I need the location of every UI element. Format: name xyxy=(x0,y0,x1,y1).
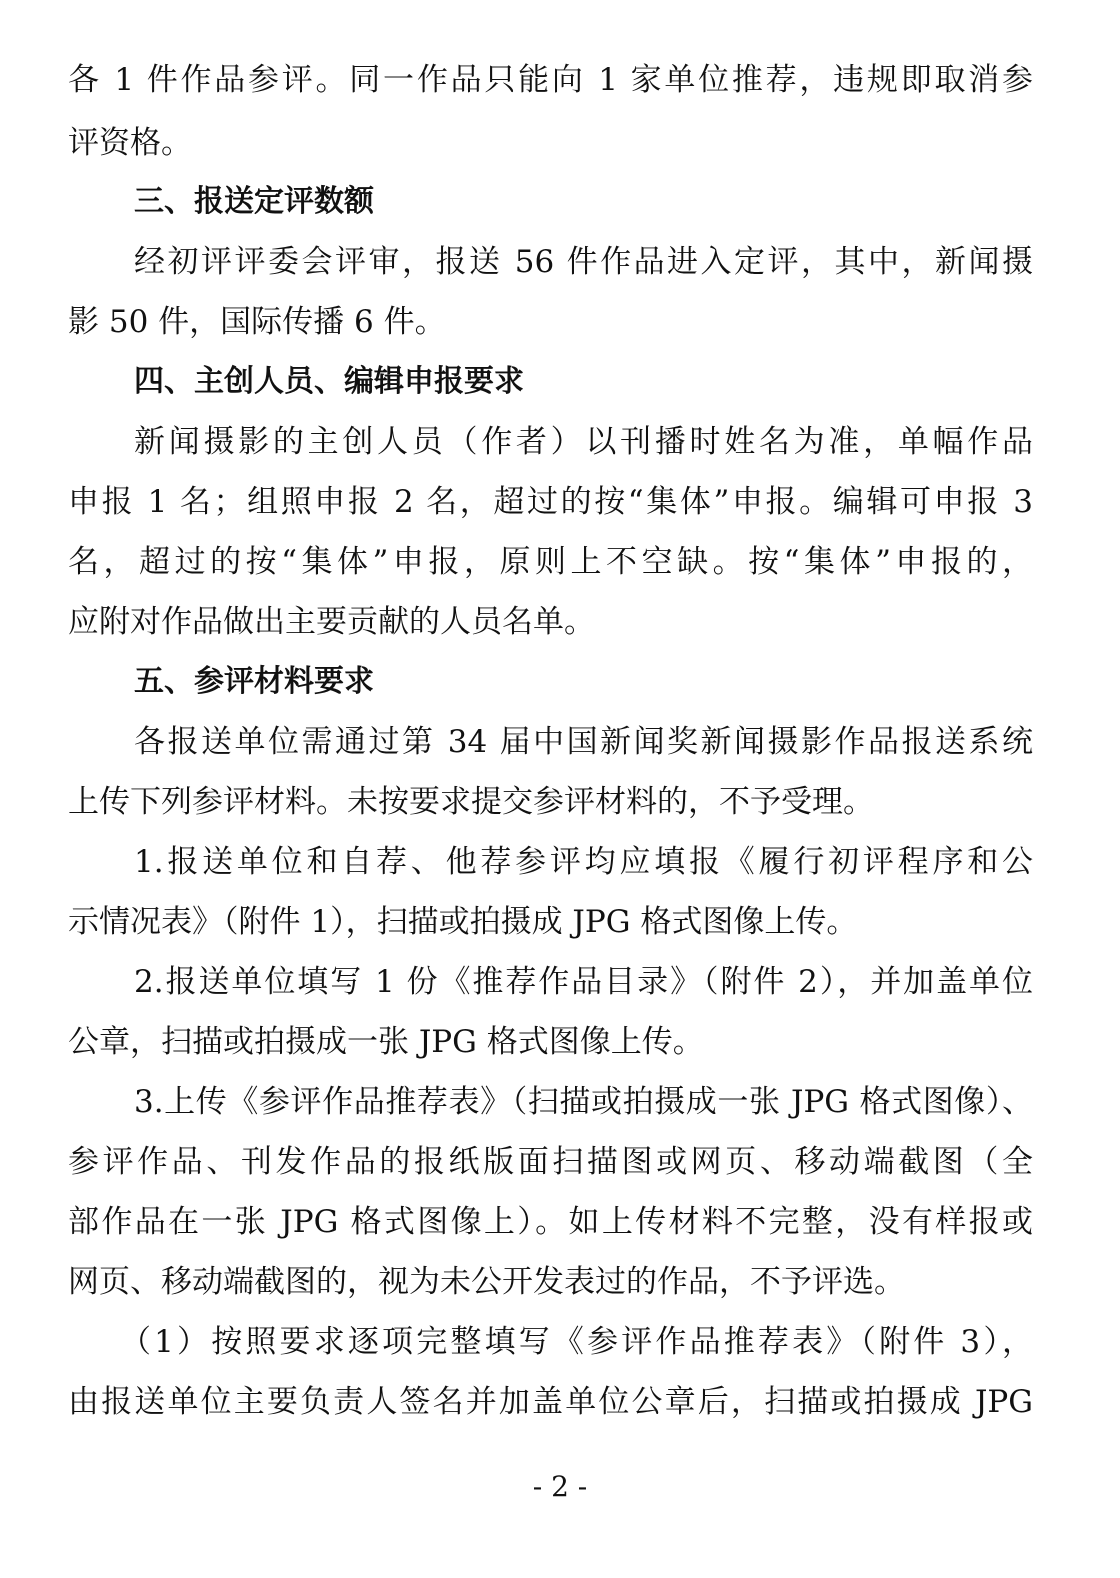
body-text-line: 网页、移动端截图的，视为未公开发表过的作品，不予评选。 xyxy=(68,1264,905,1300)
body-text-line: 各报送单位需通过第 34 届中国新闻奖新闻摄影作品报送系统 xyxy=(134,724,1033,760)
section-heading-3: 三、报送定评数额 xyxy=(134,184,374,219)
list-item-text: 2.报送单位填写 1 份《推荐作品目录》（附件 2），并加盖单位 xyxy=(134,964,1033,1000)
body-text-line: 影 50 件，国际传播 6 件。 xyxy=(68,304,446,340)
section-heading-5: 五、参评材料要求 xyxy=(134,664,374,699)
body-text-line: 新闻摄影的主创人员（作者）以刊播时姓名为准，单幅作品 xyxy=(134,424,1033,460)
body-text-line: 由报送单位主要负责人签名并加盖单位公章后，扫描或拍摄成 JPG xyxy=(68,1384,1033,1420)
section-heading-4: 四、主创人员、编辑申报要求 xyxy=(134,364,524,399)
body-text-line: 名，超过的按“集体”申报，原则上不空缺。按“集体”申报的， xyxy=(68,544,1033,580)
page-number: - 2 - xyxy=(532,1470,588,1503)
body-text-line: 示情况表》（附件 1），扫描或拍摄成 JPG 格式图像上传。 xyxy=(68,904,858,940)
sub-item-text: （1）按照要求逐项完整填写《参评作品推荐表》（附件 3）， xyxy=(120,1324,1033,1360)
list-item-text: 3.上传《参评作品推荐表》（扫描或拍摄成一张 JPG 格式图像）、 xyxy=(134,1084,1033,1120)
body-text-line: 应附对作品做出主要贡献的人员名单。 xyxy=(68,604,595,640)
list-item-text: 1.报送单位和自荐、他荐参评均应填报《履行初评程序和公 xyxy=(134,844,1033,880)
body-text-line: 公章，扫描或拍摄成一张 JPG 格式图像上传。 xyxy=(68,1024,704,1060)
body-text-line: 部作品在一张 JPG 格式图像上）。如上传材料不完整，没有样报或 xyxy=(68,1204,1033,1240)
body-text-line: 上传下列参评材料。未按要求提交参评材料的，不予受理。 xyxy=(68,784,874,820)
body-text-line: 评资格。 xyxy=(68,125,192,161)
body-text-line: 经初评评委会评审，报送 56 件作品进入定评，其中，新闻摄 xyxy=(134,244,1033,280)
body-text-line: 各 1 件作品参评。同一作品只能向 1 家单位推荐，违规即取消参 xyxy=(68,62,1033,98)
body-text-line: 申报 1 名；组照申报 2 名，超过的按“集体”申报。编辑可申报 3 xyxy=(68,484,1033,520)
body-text-line: 参评作品、刊发作品的报纸版面扫描图或网页、移动端截图（全 xyxy=(68,1144,1033,1180)
